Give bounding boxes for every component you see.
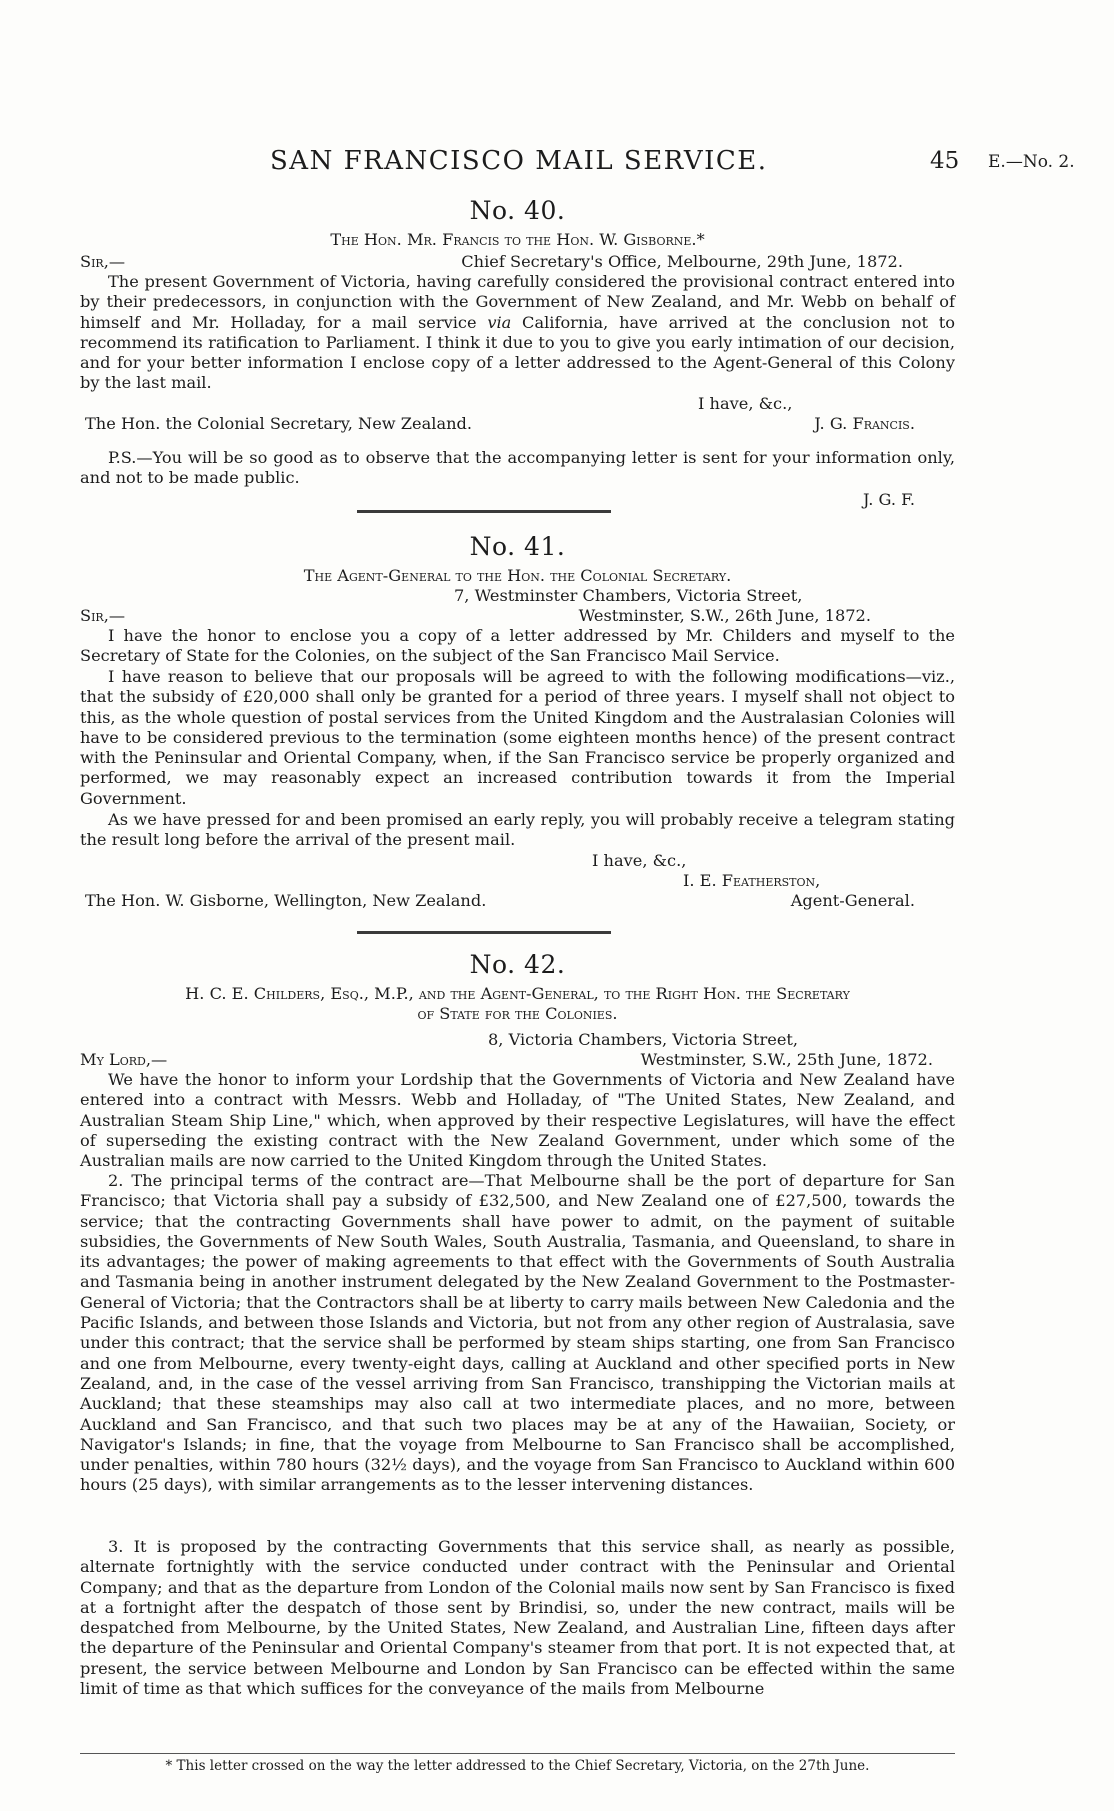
letter-41-addressee: The Hon. W. Gisborne, Wellington, New Zealand.: [85, 891, 487, 910]
letter-41-from-to: The Agent-General to the Hon. the Colonial Secretary.: [303, 566, 732, 585]
letter-42-address-line1: 8, Victoria Chambers, Victoria Street,: [488, 1030, 799, 1049]
letter-42-from-to-line2: of State for the Colonies.: [417, 1004, 618, 1023]
letter-42-salutation: My Lord,—: [80, 1050, 168, 1069]
letter-42-heading: No. 42.: [469, 950, 566, 979]
letter-41-paragraph-2: I have reason to believe that our proposals will be agreed to with the following modifications—viz., that the subsidy of £20,000 shall only be granted for a period of three years. I myself shall not object to this, as the whole question of postal services from the United Kingdom and the Australasian Colonies will have to be considered previous to the termination (some eighteen months hence) of the present contract with the Peninsular and Oriental Company, when, if the San Francisco service be properly organized and performed, we may reasonably expect an increased contribution towards it from the Imperial Government.: [80, 667, 955, 808]
letter-40-salutation-row: [80, 252, 955, 272]
footnote-rule: [80, 1753, 955, 1754]
letter-42-address-row: [80, 1030, 955, 1050]
letter-40-postscript: P.S.—You will be so good as to observe that the accompanying letter is sent for your information only, and not to be made public.: [80, 448, 955, 488]
letter-41-address-line2: Westminster, S.W., 26th June, 1872.: [578, 606, 871, 625]
letter-40-body-via: via: [487, 312, 512, 332]
letter-41-address-row: [80, 586, 955, 606]
letter-40-heading: No. 40.: [469, 196, 566, 225]
letter-40-place-date: Chief Secretary's Office, Melbourne, 29th June, 1872.: [461, 252, 903, 271]
section-divider: [357, 931, 611, 934]
letter-41-signature-row: [80, 871, 955, 891]
page-number: 45: [930, 148, 960, 174]
letter-41-title: Agent-General.: [790, 891, 915, 910]
letter-41-paragraph-1: I have the honor to enclose you a copy of a letter addressed by Mr. Childers and myself to the Secretary of State for the Colonies, on the subject of the San Francisco Mail Service.: [80, 626, 955, 666]
letter-40-body: [80, 272, 955, 394]
footnote: * This letter crossed on the way the letter addressed to the Chief Secretary, Victoria, on the 27th June.: [165, 1758, 870, 1774]
letter-40-body-start: The present Government of Victoria, having carefully considered the provisional contract entered into by their predecessors, in conjunction with the Government of New Zealand, and Mr. Webb on behalf of himself and Mr. Holladay, for a mail service: [80, 272, 955, 332]
letter-41-closing: I have, &c.,: [592, 851, 687, 870]
letter-42-address-line2: Westminster, S.W., 25th June, 1872.: [640, 1050, 933, 1069]
letter-41-signature: I. E. Featherston,: [683, 871, 821, 890]
letter-41-address-line1: 7, Westminster Chambers, Victoria Street,: [454, 586, 803, 605]
letter-41-closing-row: [80, 851, 955, 871]
letter-41-salutation: Sir,—: [80, 606, 126, 625]
letter-41-heading: No. 41.: [469, 532, 566, 561]
section-divider: [357, 510, 611, 513]
letter-42-paragraph-3: 3. It is proposed by the contracting Governments that this service shall, as nearly as possible, alternate fortnightly with the service conducted under contract with the Peninsular and Oriental Company; and that as the departure from London of the Colonial mails now sent by San Francisco is fixed at a fortnight after the despatch of those sent by Brindisi, so, under the new contract, mails will be despatched from Melbourne, by the United States, New Zealand, and Australian Line, fifteen days after the departure of the Peninsular and Oriental Company's steamer from that port. It is not expected that, at present, the service between Melbourne and London by San Francisco can be effected within the same limit of time as that which suffices for the conveyance of the mails from Melbourne: [80, 1537, 955, 1699]
letter-41-paragraph-3: As we have pressed for and been promised an early reply, you will probably receive a telegram stating the result long before the arrival of the present mail.: [80, 810, 955, 850]
letter-40-salutation: Sir,—: [80, 252, 126, 271]
letter-42-paragraph-1: We have the honor to inform your Lordship that the Governments of Victoria and New Zealand have entered into a contract with Messrs. Webb and Holladay, of "The United States, New Zealand, and Australian Steam Ship Line," which, when approved by their respective Legislatures, will have the effect of superseding the existing contract with the New Zealand Government, under which some of the Australian mails are now carried to the United Kingdom through the United States.: [80, 1070, 955, 1171]
running-title: SAN FRANCISCO MAIL SERVICE.: [270, 146, 768, 176]
letter-40-closing-row: [80, 394, 955, 414]
letter-40-addressee: The Hon. the Colonial Secretary, New Zealand.: [85, 414, 473, 433]
letter-42-paragraph-2: 2. The principal terms of the contract are—That Melbourne shall be the port of departure for San Francisco; that Victoria shall pay a subsidy of £32,500, and New Zealand one of £27,500, towards the service; that the contracting Governments shall have power to admit, on the payment of suitable subsidies, the Governments of New South Wales, South Australia, Tasmania, and Queensland, to share in its advantages; the power of making agreements to that effect with the Governments of South Australia and Tasmania being in another instrument delegated by the New Zealand Government to the Postmaster-General of Victoria; that the Contractors shall be at liberty to carry mails between New Caledonia and the Pacific Islands, and between those Islands and Victoria, but not from any other region of Australasia, save under this contract; that the service shall be performed by steam ships starting, one from San Francisco and one from Melbourne, every twenty-eight days, calling at Auckland and other specified ports in New Zealand, and, in the case of the vessel arriving from San Francisco, transhipping the Victorian mails at Auckland; that these steamships may also call at two intermediate places, and no more, between Auckland and San Francisco, and that such two places may be at any of the Hawaiian, Society, or Navigator's Islands; in fine, that the voyage from Melbourne to San Francisco shall be accomplished, under penalties, within 780 hours (32½ days), and the voyage from San Francisco to Auckland within 600 hours (25 days), with similar arrangements as to the lesser intervening distances.: [80, 1171, 955, 1495]
document-reference: E.—No. 2.: [988, 152, 1075, 172]
letter-40-signature-row: [80, 414, 955, 434]
letter-40-initials-row: [80, 490, 955, 510]
letter-42-from-to-line1: H. C. E. Childers, Esq., M.P., and the Agent-General, to the Right Hon. the Secretary: [185, 984, 850, 1003]
letter-40-from-to: The Hon. Mr. Francis to the Hon. W. Gisborne.*: [330, 230, 705, 249]
letter-41-salutation-row: [80, 606, 955, 626]
letter-40-signature: J. G. Francis.: [814, 414, 915, 433]
letter-42-salutation-row: [80, 1050, 955, 1070]
letter-40-initials: J. G. F.: [862, 490, 915, 509]
letter-40-body-end: California, have arrived at the conclusion not to recommend its ratification to Parliament. I think it due to you to give you early intimation of our decision, and for your better information I enclose copy of a letter addressed to the Agent-General of this Colony by the last mail.: [80, 312, 955, 393]
letter-41-addressee-row: [80, 891, 955, 911]
letter-40-closing: I have, &c.,: [698, 394, 793, 413]
